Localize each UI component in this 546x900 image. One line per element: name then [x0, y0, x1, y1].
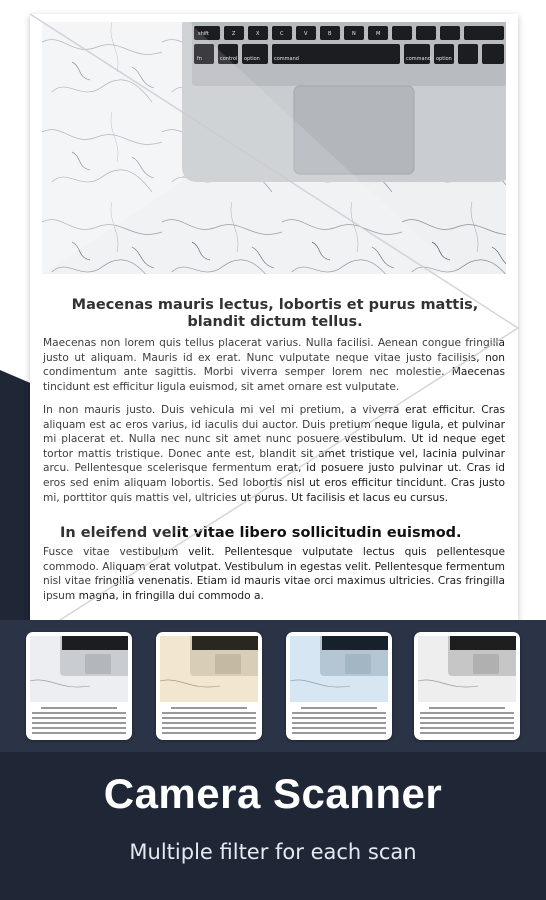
thumbnail-text-lines — [420, 707, 514, 737]
svg-text:option: option — [436, 56, 452, 62]
svg-text:command: command — [274, 56, 299, 62]
document-paragraph: In non mauris justo. Duis vehicula mi vel mi pretium, a viverra erat efficitur. Cras aliquam est ac eros varius, id iaculis dui auctor. Duis pretium neque ligula, et pulvinar mi placerat et. Nulla nec nunc sit amet nunc posuere vestibulum. Ut id neque eget tortor mattis tristique. Donec ante est, blandit sit amet tristique vel, lacinia pulvinar arcu. Pellentesque scelerisque fermentum erat, id posuere justo pulvinar ut. Cras id eros sed enim aliquam lobortis. Sed lobortis nisl ut eros efficitur tincidunt. Cras justo mi, porttitor quis mattis vel, ultricies ut purus. Ut facilisis et lacus eu cursus. — [43, 404, 505, 504]
svg-text:B: B — [328, 31, 332, 37]
filter-thumbnail-grayscale[interactable] — [414, 632, 520, 740]
svg-text:fn: fn — [197, 56, 202, 62]
svg-text:command: command — [406, 56, 431, 62]
document-subtitle: In eleifend velit vitae libero sollicitudin euismod. — [60, 525, 462, 541]
document-photo — [42, 22, 506, 274]
svg-text:N: N — [352, 31, 356, 37]
svg-text:M: M — [376, 31, 381, 37]
thumbnail-text-lines — [32, 707, 126, 737]
thumbnail-text-lines — [292, 707, 386, 737]
thumbnail-text-lines — [162, 707, 256, 737]
svg-text:option: option — [244, 56, 260, 62]
hero-subtitle: Multiple filter for each scan — [129, 840, 417, 864]
filter-thumbnail-strip — [0, 620, 546, 752]
thumbnail-photo — [418, 636, 516, 702]
thumbnail-photo — [290, 636, 388, 702]
filter-thumbnail-warm[interactable] — [156, 632, 262, 740]
svg-text:X: X — [256, 31, 260, 37]
filter-thumbnail-original[interactable] — [26, 632, 132, 740]
scanned-page-preview[interactable] — [30, 14, 518, 620]
filter-thumbnail-cool[interactable] — [286, 632, 392, 740]
svg-text:control: control — [220, 56, 238, 62]
thumbnail-photo — [30, 636, 128, 702]
svg-text:shift: shift — [198, 31, 209, 37]
document-paragraph: Maecenas non lorem quis tellus placerat varius. Nulla facilisi. Aenean congue fringilla justo ut aliquam. Mauris id ex erat. Nunc vulputate neque vitae justo facilisis, non condimentum ante sagittis. Morbi viverra semper lorem nec molestie. Maecenas tincidunt est efficitur ligula euismod, sit amet ornare est vulputate. — [43, 337, 505, 393]
document-paragraph: Fusce vitae vestibulum velit. Pellentesque vulputate lectus quis pellentesque commodo. Aliquam erat volutpat. Vestibulum in egestas velit. Pellentesque fermentum nisl vitae fringilla venenatis. Etiam id mauris vitae orci maximus ultricies. Cras fringilla ipsum magna, in fringilla dui commodo a. — [43, 546, 505, 602]
svg-text:V: V — [304, 31, 308, 37]
svg-text:Z: Z — [232, 31, 236, 37]
document-title: Maecenas mauris lectus, lobortis et purus mattis, blandit dictum tellus. — [71, 297, 479, 330]
thumbnail-photo — [160, 636, 258, 702]
svg-text:C: C — [280, 31, 284, 37]
hero-title: Camera Scanner — [103, 770, 443, 817]
